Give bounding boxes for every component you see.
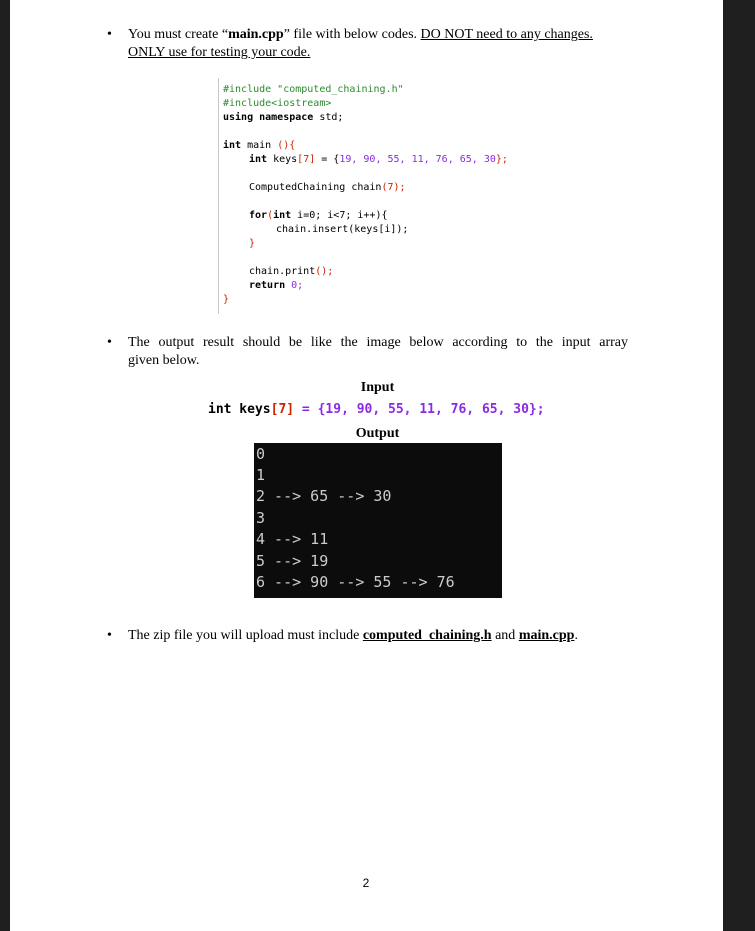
code-numbers: = {19, 90, 55, 11, 76, 65, 30};	[294, 402, 545, 417]
code-text: ComputedChaining chain	[249, 182, 382, 193]
text: .	[574, 628, 578, 643]
keyword: using namespace	[223, 112, 314, 123]
code-text: keys	[267, 154, 298, 165]
text: ” file with below codes.	[283, 27, 421, 42]
code-line	[249, 154, 508, 166]
code-text: i=0; i<7; i++){	[291, 210, 388, 221]
code-line: #include "computed_chaining.h"	[223, 84, 404, 95]
underlined-note: ONLY use for testing your code.	[128, 45, 311, 60]
input-heading: Input	[360, 380, 395, 395]
console-line: 0	[256, 445, 266, 463]
code-text: = {	[315, 154, 340, 165]
code-numbers: 19, 90, 55, 11, 76, 65, 30	[339, 154, 496, 165]
text: The output result should be like the image below according to the input array	[128, 335, 628, 350]
underlined-note: DO NOT need to any changes.	[420, 27, 593, 42]
code-line	[223, 112, 343, 124]
page-number: 2	[362, 876, 370, 890]
code-punct: [7]	[297, 154, 316, 165]
code-text: std;	[313, 112, 344, 123]
console-line: 3	[256, 509, 266, 527]
code-line	[249, 266, 333, 278]
code-line	[249, 182, 406, 194]
code-line	[249, 280, 303, 292]
output-heading: Output	[355, 426, 400, 441]
console-line: 5 --> 19	[256, 552, 329, 570]
keyword: int	[249, 154, 268, 165]
code-line	[223, 140, 295, 152]
bullet-marker: •	[107, 27, 112, 42]
code-punct: (){	[277, 140, 296, 151]
code-text: chain.print	[249, 266, 316, 277]
code-punct: (	[267, 210, 274, 221]
code-snippet	[218, 78, 508, 314]
text: The zip file you will upload must include	[128, 628, 363, 643]
text: and	[491, 628, 519, 643]
instruction-output	[128, 334, 628, 370]
filename-main-cpp: main.cpp	[228, 27, 284, 42]
keyword: return	[249, 280, 286, 291]
code-line: #include<iostream>	[223, 98, 332, 109]
input-array-code	[208, 402, 545, 417]
console-line: 6 --> 90 --> 55 --> 76	[256, 573, 455, 591]
code-punct: };	[495, 154, 508, 165]
code-punct: ();	[315, 266, 334, 277]
keyword: int	[208, 402, 232, 417]
keyword: int	[273, 210, 292, 221]
text: given below.	[128, 353, 200, 368]
keyword: int	[223, 140, 242, 151]
code-line: }	[223, 294, 230, 305]
code-line	[249, 210, 387, 222]
console-line: 2 --> 65 --> 30	[256, 487, 392, 505]
code-text: keys	[231, 402, 271, 417]
instruction-main-cpp	[128, 26, 628, 62]
code-line: chain.insert(keys[i]);	[276, 224, 409, 235]
filename-header: computed_chaining.h	[362, 628, 492, 643]
console-output	[254, 443, 502, 598]
bullet-marker: •	[107, 628, 112, 643]
filename-main-cpp: main.cpp	[518, 628, 575, 643]
keyword: for	[249, 210, 268, 221]
console-line: 4 --> 11	[256, 530, 329, 548]
code-text: main	[241, 140, 278, 151]
bullet-marker: •	[107, 335, 112, 350]
code-punct: [7]	[270, 402, 295, 417]
console-line: 1	[256, 466, 266, 484]
text: You must create “	[128, 27, 229, 42]
code-text: 0;	[285, 280, 304, 291]
instruction-zip	[128, 627, 628, 645]
code-line: }	[249, 238, 256, 249]
code-punct: (7);	[381, 182, 406, 193]
